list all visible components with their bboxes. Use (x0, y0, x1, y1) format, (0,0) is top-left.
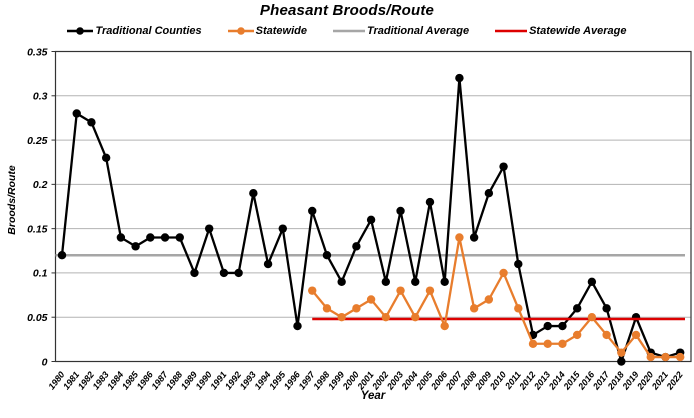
y-tick-label: 0.25 (27, 134, 48, 147)
x-tick-label: 2010 (487, 369, 509, 392)
x-tick-label: 2005 (414, 369, 435, 392)
statewide-marker (455, 233, 463, 241)
x-tick-label: 1995 (267, 369, 288, 392)
x-tick-label: 1992 (222, 369, 244, 392)
x-tick-label: 1982 (75, 369, 97, 392)
x-axis-title: Year (360, 390, 386, 402)
x-tick-label: 1983 (90, 369, 111, 392)
y-tick-label: 0 (41, 356, 48, 369)
x-tick-label: 2002 (370, 369, 391, 392)
x-tick-label: 1996 (281, 369, 303, 392)
legend-swatch-traditional-counties-icon (67, 26, 93, 36)
statewide-marker (632, 331, 640, 339)
x-tick-label: 1999 (326, 369, 347, 392)
x-tick-label: 2008 (458, 369, 479, 392)
x-tick-label: 2022 (664, 369, 685, 392)
traditional-counties-marker (234, 269, 242, 277)
x-tick-label: 2013 (532, 369, 553, 392)
legend-item-statewide-average (495, 25, 626, 37)
traditional-counties-marker (87, 118, 95, 126)
traditional-counties-marker (264, 260, 272, 268)
statewide-marker (602, 331, 610, 339)
x-tick-label: 1987 (149, 369, 170, 392)
legend-label-statewide: Statewide (255, 25, 307, 37)
statewide-marker (499, 269, 507, 277)
traditional-counties-marker (131, 242, 139, 250)
x-tick-label: 1993 (237, 369, 258, 392)
legend-swatch-statewide-average-icon (495, 26, 527, 36)
x-tick-label: 2016 (576, 369, 597, 392)
x-tick-label: 1980 (46, 369, 67, 392)
x-tick-label: 2019 (620, 369, 641, 392)
legend-item-traditional-counties (67, 25, 201, 37)
traditional-counties-marker (544, 322, 552, 330)
traditional-counties-marker (455, 74, 463, 82)
legend-swatch-statewide-icon (228, 26, 254, 36)
traditional-counties-marker (602, 304, 610, 312)
traditional-counties-marker (102, 154, 110, 162)
traditional-counties-marker (161, 233, 169, 241)
traditional-counties-marker (485, 189, 493, 197)
traditional-counties-marker (58, 251, 66, 259)
statewide-marker (352, 304, 360, 312)
traditional-counties-marker (308, 207, 316, 215)
statewide-marker (323, 304, 331, 312)
traditional-counties-marker (440, 278, 448, 286)
legend-item-traditional-average (333, 25, 469, 37)
traditional-counties-marker (279, 224, 287, 232)
x-tick-label: 2018 (605, 369, 626, 392)
statewide-marker (308, 286, 316, 294)
traditional-counties-marker (117, 233, 125, 241)
x-tick-label: 2004 (399, 369, 420, 392)
traditional-counties-marker (617, 357, 625, 365)
traditional-counties-marker (396, 207, 404, 215)
traditional-counties-marker (558, 322, 566, 330)
x-tick-label: 1989 (178, 369, 200, 392)
traditional-counties-marker (514, 260, 522, 268)
statewide-marker (367, 295, 375, 303)
x-tick-label: 1988 (164, 369, 185, 392)
statewide-marker (573, 331, 581, 339)
x-tick-label: 2014 (546, 369, 568, 392)
traditional-counties-marker (367, 216, 375, 224)
x-tick-label: 1986 (134, 369, 155, 392)
traditional-counties-marker (382, 278, 390, 286)
traditional-counties-marker (411, 278, 419, 286)
statewide-marker (514, 304, 522, 312)
y-tick-label: 0.15 (27, 223, 48, 236)
y-tick-label: 0.05 (27, 312, 48, 325)
x-tick-label: 2017 (590, 369, 612, 392)
statewide-marker (676, 353, 684, 361)
legend-item-statewide (228, 25, 307, 37)
x-tick-label: 1998 (311, 369, 332, 392)
legend-label-traditional-counties: Traditional Counties (95, 25, 202, 37)
x-tick-label: 2015 (561, 369, 582, 392)
traditional-counties-marker (352, 242, 360, 250)
traditional-counties-marker (588, 278, 596, 286)
legend (0, 25, 694, 37)
x-tick-label: 1984 (105, 369, 126, 392)
statewide-marker (337, 313, 345, 321)
x-tick-label: 2012 (517, 369, 538, 392)
x-tick-label: 1981 (61, 369, 82, 392)
traditional-counties-marker (499, 162, 507, 170)
statewide-marker (661, 353, 669, 361)
y-tick-label: 0.3 (32, 90, 48, 103)
traditional-counties-marker (220, 269, 228, 277)
x-tick-label: 2020 (635, 369, 656, 392)
x-tick-label: 1991 (208, 369, 229, 392)
statewide-marker (470, 304, 478, 312)
traditional-counties-marker (176, 233, 184, 241)
traditional-counties-marker (426, 198, 434, 206)
traditional-counties-marker (293, 322, 301, 330)
x-tick-label: 1990 (193, 369, 214, 392)
legend-label-statewide-average: Statewide Average (529, 25, 627, 37)
statewide-marker (440, 322, 448, 330)
x-tick-label: 2011 (503, 369, 523, 391)
traditional-counties-marker (573, 304, 581, 312)
statewide-marker (426, 286, 434, 294)
traditional-counties-marker (249, 189, 257, 197)
x-tick-label: 2001 (355, 369, 376, 392)
traditional-counties-marker (205, 224, 213, 232)
x-tick-label: 2003 (384, 369, 406, 392)
y-tick-label: 0.1 (32, 267, 48, 280)
x-tick-label: 1997 (296, 369, 317, 392)
statewide-marker (396, 286, 404, 294)
x-tick-label: 2007 (443, 369, 464, 392)
plot-border (56, 52, 692, 362)
chart-title: Pheasant Broods/Route (259, 2, 435, 19)
legend-label-traditional-average: Traditional Average (366, 25, 470, 37)
statewide-marker (485, 295, 493, 303)
x-tick-label: 2000 (340, 369, 361, 392)
x-tick-label: 2006 (429, 369, 450, 392)
statewide-marker (647, 353, 655, 361)
x-tick-label: 2009 (473, 369, 494, 392)
y-axis-title: Broods/Route (6, 165, 18, 235)
traditional-counties-marker (73, 109, 81, 117)
x-tick-label: 1994 (252, 369, 273, 392)
y-tick-label: 0.35 (27, 46, 48, 59)
statewide-marker (558, 340, 566, 348)
statewide-marker (382, 313, 390, 321)
traditional-counties-marker (146, 233, 154, 241)
traditional-counties-marker (470, 233, 478, 241)
statewide-marker (529, 340, 537, 348)
statewide-marker (411, 313, 419, 321)
x-tick-label: 2021 (649, 369, 671, 392)
x-tick-label: 1985 (119, 369, 141, 392)
traditional-counties-marker (323, 251, 331, 259)
statewide-marker (588, 313, 596, 321)
legend-swatch-traditional-average-icon (333, 26, 365, 36)
statewide-marker (617, 348, 625, 356)
traditional-counties-marker (190, 269, 198, 277)
statewide-marker (544, 340, 552, 348)
y-tick-label: 0.2 (32, 179, 48, 192)
traditional-counties-marker (337, 278, 345, 286)
